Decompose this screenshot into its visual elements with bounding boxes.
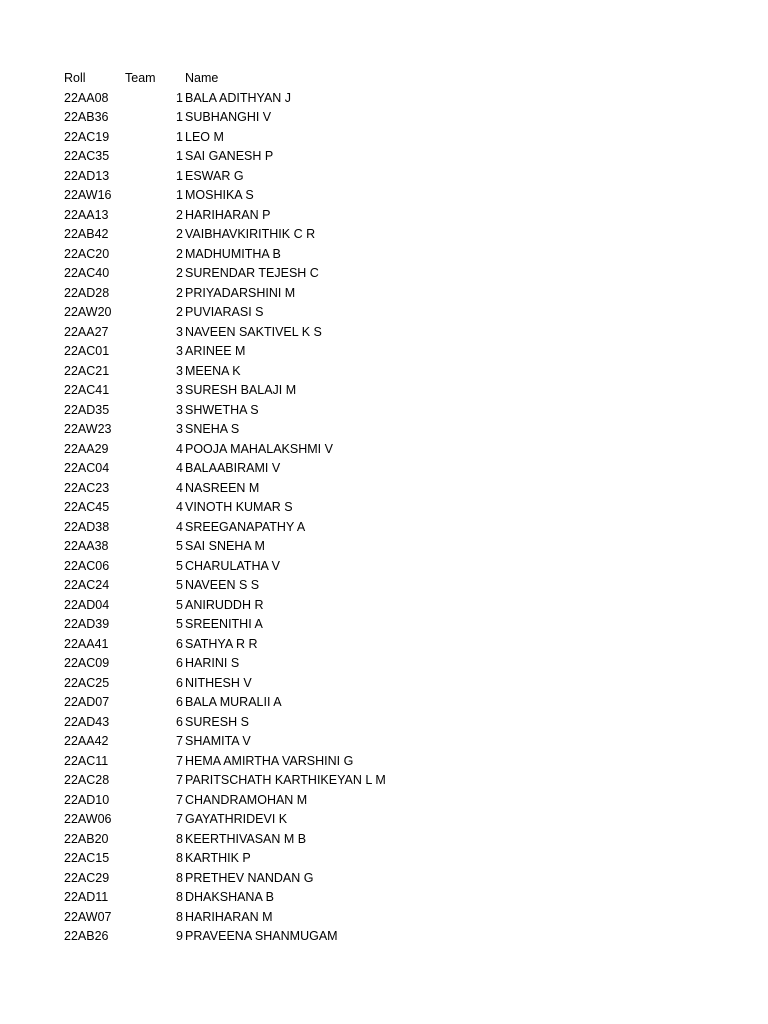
team-cell: 3 — [176, 344, 183, 358]
name-cell: CHARULATHA V — [185, 558, 280, 573]
team-cell: 5 — [176, 597, 183, 612]
table-row — [64, 479, 704, 499]
table-row — [64, 264, 704, 284]
table-row — [64, 342, 704, 362]
roll-cell: 22AC20 — [64, 246, 110, 261]
team-cell: 6 — [176, 695, 183, 709]
team-cell: 7 — [176, 753, 183, 768]
table-row — [64, 596, 704, 616]
table-row — [64, 89, 704, 109]
team-cell: 2 — [176, 246, 183, 261]
roll-cell: 22AC24 — [64, 578, 110, 592]
roll-cell: 22AC28 — [64, 773, 110, 787]
team-cell: 5 — [176, 578, 183, 592]
team-cell: 6 — [176, 714, 183, 729]
team-cell: 1 — [176, 188, 183, 202]
name-cell: SNEHA S — [185, 422, 240, 436]
roll-cell: 22AC11 — [64, 753, 109, 768]
name-cell: VINOTH KUMAR S — [185, 500, 293, 514]
table-row — [64, 927, 704, 947]
team-cell: 7 — [176, 734, 183, 748]
table-row — [64, 147, 704, 167]
table-row — [64, 537, 704, 557]
name-cell: MEENA K — [185, 363, 241, 378]
table-row — [64, 128, 704, 148]
table-row — [64, 498, 704, 518]
name-cell: NITHESH V — [185, 675, 252, 690]
team-cell: 2 — [176, 207, 183, 222]
roll-cell: 22AC21 — [64, 363, 110, 378]
team-cell: 7 — [176, 812, 183, 826]
team-cell: 4 — [176, 519, 183, 534]
table-row — [64, 635, 704, 655]
team-cell: 3 — [176, 422, 183, 436]
name-cell: KEERTHIVASAN M B — [185, 831, 307, 846]
roll-cell: 22AB42 — [64, 227, 109, 241]
roll-cell: 22AC41 — [64, 383, 110, 397]
team-cell: 3 — [176, 363, 183, 378]
roll-cell: 22AC06 — [64, 558, 110, 573]
roll-cell: 22AD10 — [64, 792, 110, 807]
table-row — [64, 654, 704, 674]
name-cell: HARINI S — [185, 656, 240, 670]
table-row — [64, 381, 704, 401]
roll-cell: 22AA38 — [64, 539, 109, 553]
roll-cell: 22AD04 — [64, 597, 110, 612]
name-cell: NAVEEN S S — [185, 578, 260, 592]
team-cell: 4 — [176, 441, 183, 456]
name-cell: LEO M — [185, 129, 224, 144]
team-cell: 2 — [176, 227, 183, 241]
table-row — [64, 674, 704, 694]
roll-cell: 22AC04 — [64, 461, 110, 475]
table-row — [64, 420, 704, 440]
team-cell: 4 — [176, 461, 183, 475]
roll-cell: 22AD43 — [64, 714, 110, 729]
roll-cell: 22AC29 — [64, 870, 110, 885]
roll-cell: 22AC19 — [64, 129, 110, 144]
table-row — [64, 713, 704, 733]
team-cell: 2 — [176, 305, 183, 319]
name-cell: BALA ADITHYAN J — [185, 90, 292, 105]
name-cell: GAYATHRIDEVI K — [185, 812, 288, 826]
table-row — [64, 245, 704, 265]
name-cell: SREENITHI A — [185, 617, 263, 631]
table-row — [64, 791, 704, 811]
table-row — [64, 401, 704, 421]
team-cell: 3 — [176, 324, 183, 339]
roll-cell: 22AB36 — [64, 110, 109, 124]
team-cell: 7 — [176, 792, 183, 807]
roll-cell: 22AC40 — [64, 266, 110, 280]
roll-cell: 22AD13 — [64, 168, 110, 183]
roll-cell: 22AA13 — [64, 207, 109, 222]
roll-cell: 22AW23 — [64, 422, 112, 436]
name-cell: ANIRUDDH R — [185, 597, 264, 612]
name-cell: HARIHARAN P — [185, 207, 271, 222]
team-cell: 8 — [176, 851, 183, 865]
name-cell: SURESH BALAJI M — [185, 383, 297, 397]
header-team: Team — [125, 71, 156, 85]
name-cell: POOJA MAHALAKSHMI V — [185, 441, 333, 456]
team-cell: 6 — [176, 656, 183, 670]
team-cell: 7 — [176, 773, 183, 787]
roll-cell: 22AW06 — [64, 812, 112, 826]
table-row — [64, 869, 704, 889]
team-cell: 1 — [176, 168, 183, 183]
table-row — [64, 459, 704, 479]
name-cell: HARIHARAN M — [185, 909, 273, 924]
name-cell: PUVIARASI S — [185, 305, 264, 319]
name-cell: KARTHIK P — [185, 851, 251, 865]
team-cell: 6 — [176, 675, 183, 690]
roll-cell: 22AA41 — [64, 636, 109, 651]
team-cell: 9 — [176, 929, 183, 943]
roster-table — [64, 69, 704, 947]
table-row — [64, 732, 704, 752]
name-cell: ESWAR G — [185, 168, 244, 183]
name-cell: HEMA AMIRTHA VARSHINI G — [185, 753, 354, 768]
table-body — [64, 89, 704, 947]
team-cell: 6 — [176, 636, 183, 651]
table-row — [64, 752, 704, 772]
team-cell: 5 — [176, 617, 183, 631]
table-row — [64, 849, 704, 869]
roll-cell: 22AC09 — [64, 656, 110, 670]
team-cell: 5 — [176, 558, 183, 573]
roll-cell: 22AD28 — [64, 285, 110, 300]
name-cell: PARITSCHATH KARTHIKEYAN L M — [185, 773, 386, 787]
team-cell: 4 — [176, 480, 183, 495]
table-row — [64, 206, 704, 226]
name-cell: BALA MURALII A — [185, 695, 282, 709]
table-row — [64, 440, 704, 460]
roll-cell: 22AA29 — [64, 441, 109, 456]
table-row — [64, 810, 704, 830]
team-cell: 1 — [176, 90, 183, 105]
roll-cell: 22AC23 — [64, 480, 110, 495]
name-cell: DHAKSHANA B — [185, 890, 274, 904]
name-cell: ARINEE M — [185, 344, 246, 358]
header-row — [64, 69, 704, 89]
table-row — [64, 615, 704, 635]
team-cell: 8 — [176, 890, 183, 904]
table-row — [64, 576, 704, 596]
name-cell: SHAMITA V — [185, 734, 251, 748]
roll-cell: 22AC25 — [64, 675, 110, 690]
name-cell: SURESH S — [185, 714, 249, 729]
team-cell: 8 — [176, 831, 183, 846]
name-cell: SURENDAR TEJESH C — [185, 266, 319, 280]
table-row — [64, 186, 704, 206]
team-cell: 8 — [176, 909, 183, 924]
name-cell: SREEGANAPATHY A — [185, 519, 306, 534]
name-cell: MOSHIKA S — [185, 188, 254, 202]
table-row — [64, 518, 704, 538]
roll-cell: 22AD39 — [64, 617, 110, 631]
roll-cell: 22AW16 — [64, 188, 112, 202]
name-cell: PRETHEV NANDAN G — [185, 870, 314, 885]
roll-cell: 22AC45 — [64, 500, 110, 514]
team-cell: 1 — [176, 129, 183, 144]
roll-cell: 22AB26 — [64, 929, 109, 943]
team-cell: 2 — [176, 266, 183, 280]
table-row — [64, 557, 704, 577]
roll-cell: 22AC15 — [64, 851, 110, 865]
team-cell: 3 — [176, 402, 183, 417]
name-cell: PRIYADARSHINI M — [185, 285, 296, 300]
name-cell: SAI SNEHA M — [185, 539, 265, 553]
table-row — [64, 225, 704, 245]
team-cell: 4 — [176, 500, 183, 514]
header-name: Name — [185, 71, 219, 85]
roll-cell: 22AB20 — [64, 831, 109, 846]
table-row — [64, 284, 704, 304]
table-row — [64, 303, 704, 323]
table-row — [64, 771, 704, 791]
roll-cell: 22AA08 — [64, 90, 109, 105]
name-cell: PRAVEENA SHANMUGAM — [185, 929, 338, 943]
name-cell: NASREEN M — [185, 480, 260, 495]
header-roll: Roll — [64, 71, 86, 85]
team-cell: 8 — [176, 870, 183, 885]
name-cell: SAI GANESH P — [185, 149, 274, 163]
table-row — [64, 888, 704, 908]
name-cell: SUBHANGHI V — [185, 110, 272, 124]
team-cell: 2 — [176, 285, 183, 300]
table-row — [64, 693, 704, 713]
name-cell: VAIBHAVKIRITHIK C R — [185, 227, 316, 241]
table-row — [64, 108, 704, 128]
name-cell: SHWETHA S — [185, 402, 259, 417]
team-cell: 5 — [176, 539, 183, 553]
team-cell: 1 — [176, 110, 183, 124]
table-row — [64, 830, 704, 850]
name-cell: CHANDRAMOHAN M — [185, 792, 308, 807]
team-cell: 1 — [176, 149, 183, 163]
name-cell: NAVEEN SAKTIVEL K S — [185, 324, 322, 339]
roll-cell: 22AA27 — [64, 324, 109, 339]
roll-cell: 22AD35 — [64, 402, 110, 417]
roll-cell: 22AW07 — [64, 909, 112, 924]
roll-cell: 22AD07 — [64, 695, 110, 709]
roll-cell: 22AW20 — [64, 305, 112, 319]
roll-cell: 22AD38 — [64, 519, 110, 534]
team-cell: 3 — [176, 383, 183, 397]
roll-cell: 22AC35 — [64, 149, 110, 163]
roll-cell: 22AA42 — [64, 734, 109, 748]
name-cell: MADHUMITHA B — [185, 246, 281, 261]
table-row — [64, 362, 704, 382]
table-row — [64, 167, 704, 187]
table-row — [64, 908, 704, 928]
roll-cell: 22AD11 — [64, 890, 109, 904]
name-cell: BALAABIRAMI V — [185, 461, 281, 475]
table-row — [64, 323, 704, 343]
roll-cell: 22AC01 — [64, 344, 110, 358]
name-cell: SATHYA R R — [185, 636, 258, 651]
